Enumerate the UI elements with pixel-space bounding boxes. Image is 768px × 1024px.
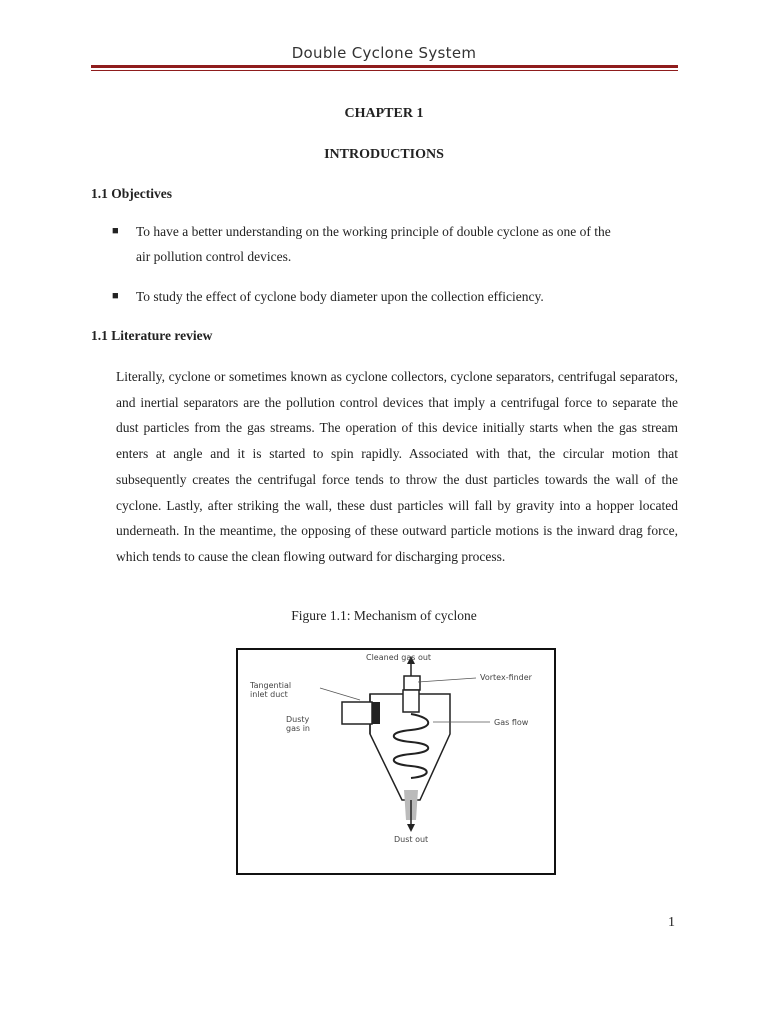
objective-text — [136, 219, 680, 269]
literature-heading: 1.1 Literature review — [91, 328, 213, 343]
cyclone-diagram — [238, 650, 554, 873]
page-number: 1 — [668, 915, 675, 930]
label-dust-out: Dust out — [394, 835, 429, 844]
label-dusty: Dusty — [286, 715, 310, 724]
inlet-duct — [342, 702, 372, 724]
label-inlet-duct: inlet duct — [250, 690, 288, 699]
objective-line: air pollution control devices. — [136, 249, 292, 264]
label-gas-in: gas in — [286, 724, 310, 733]
literature-paragraph — [116, 364, 678, 570]
label-vortex-finder: Vortex-finder — [480, 673, 532, 682]
objective-text — [136, 284, 680, 309]
vortex-finder — [403, 690, 419, 712]
chapter-title: INTRODUCTIONS — [324, 147, 444, 162]
label-gas-flow: Gas flow — [494, 718, 529, 727]
chapter-number: CHAPTER 1 — [344, 106, 424, 121]
paragraph-text: Literally, cyclone or sometimes known as cyclone collectors, cyclone separators, centrifugal separators, and inertial separators are the pollution control devices that imply a centrifugal force to separate the dust particles from the gas streams. The operation of this device initially starts when the gas stream enters at angle and it is started to spin rapidly. Associated with that, the circular motion that subsequently creates the centrifugal force tends to throw the dust particles towards the wall of the cyclone. Lastly, after striking the wall, these dust particles will fall by gravity into a hopper located underneath. In the meantime, the opposing of these outward particle motions is the inward drag force, which tends to cause the clean flowing outward for discharging process. — [116, 369, 678, 564]
objective-line: To study the effect of cyclone body diameter upon the collection efficiency. — [136, 289, 544, 304]
cyclone-figure — [236, 648, 556, 875]
label-tangential: Tangential — [250, 681, 292, 690]
inlet-face — [372, 702, 380, 724]
header-rule — [91, 65, 678, 68]
objective-line: To have a better understanding on the working principle of double cyclone as one of the — [136, 224, 611, 239]
label-cleaned-gas-out: Cleaned gas out — [366, 653, 432, 662]
dust-out-arrowhead — [407, 824, 415, 832]
document-header-title: Double Cyclone System — [291, 44, 477, 62]
bullet-icon: ■ — [112, 225, 119, 237]
bullet-icon: ■ — [112, 290, 119, 302]
outlet-pipe — [404, 676, 420, 690]
figure-caption: Figure 1.1: Mechanism of cyclone — [291, 608, 477, 623]
header-rule-thin — [91, 70, 678, 71]
objectives-heading: 1.1 Objectives — [91, 186, 172, 201]
